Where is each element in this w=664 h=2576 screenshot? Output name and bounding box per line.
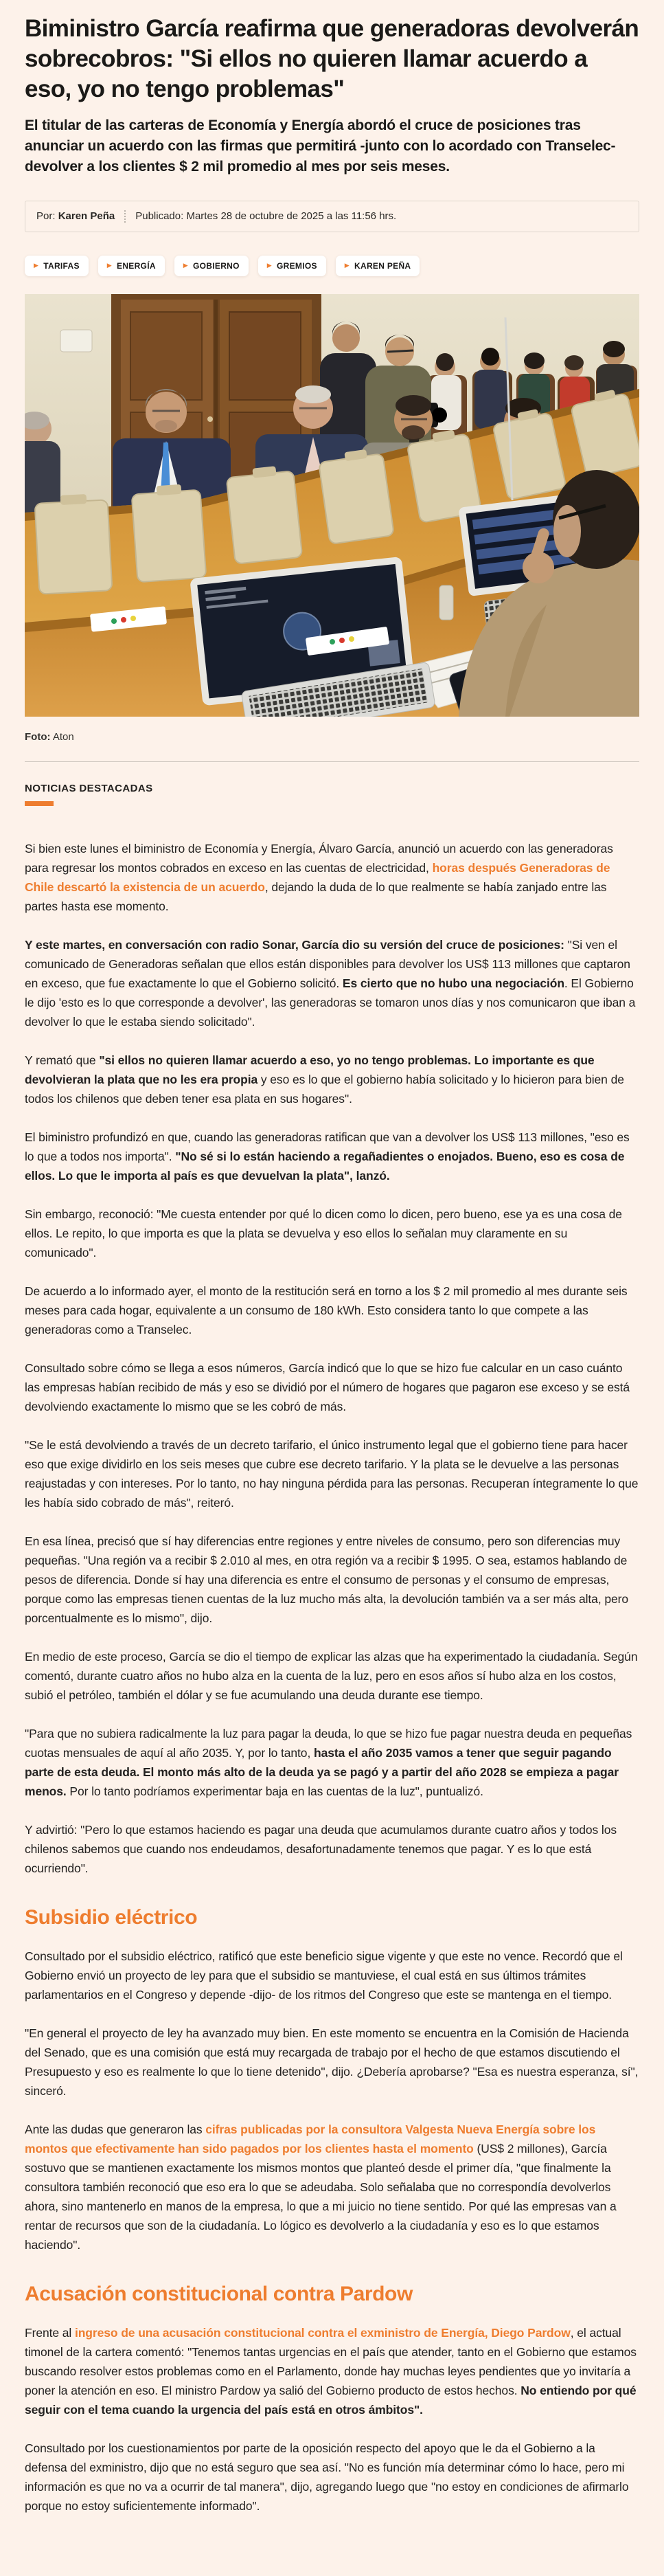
article-text: En esa línea, precisó que sí hay diferencias entre regiones y entre niveles de consumo, pero son diferencias muy pequeñas. "Una región va a recibir $ 2.010 al mes, en otra región va a recibir $ 1995. O sea, estamos hablando de pesos de diferencia. Donde sí hay una diferencia es entre el consumo de personas y el consumo de empresas, porque como las empresas tienen cuentas de la luz mucho más alta, la devolución también va a ser más alta, pero porcentualmente es lo mismo", dijo. [25, 1534, 628, 1626]
article-paragraph [25, 1724, 639, 1801]
article-paragraph [25, 2439, 639, 2516]
article-text: Sin embargo, reconoció: "Me cuesta entender por qué lo dicen como lo dicen, pero bueno, ese ya es una cosa de ellos. Le repito, lo que importa es que la plata se devuelva y eso ellos lo señalan muy claramente en su comunicado". [25, 1207, 622, 1260]
article-text: Y remató que [25, 1053, 100, 1068]
byline-separator [124, 210, 126, 223]
article-paragraph [25, 1051, 639, 1108]
article-paragraph [25, 1281, 639, 1339]
tag-label: GOBIERNO [193, 260, 240, 271]
article-paragraph [25, 2323, 639, 2419]
photo-caption-credit: Aton [52, 730, 74, 743]
article-text: Es cierto que no hubo una negociación [342, 976, 564, 991]
article-text: "En general el proyecto de ley ha avanzado muy bien. En este momento se encuentra en la Comisión de Hacienda del Senado, que es una comisión que está muy recargada de trabajo por el hecho de que estamos discutiendo el Presupuesto y eso es realmente lo que lo tiene detenido", dijo. ¿Debería aprobarse? "Esa es nuestra esperanza, sí", sinceró. [25, 2026, 639, 2098]
article-text: Si bien este lunes el biministro de Economía y Energía, Álvaro García, anunció un acuerdo con las generadoras para regresar los montos cobrados en exceso en las cuentas de electricidad, [25, 842, 613, 875]
tag-energia[interactable] [98, 256, 165, 276]
article-text: . El Gobierno le dijo 'esto es lo que corresponde a devolver', las generadoras se tomaron unos días y nos comunicaron que iban a devolver lo que le estaba siendo solicitado". [25, 976, 636, 1029]
section-divider [25, 761, 639, 762]
article-text: Frente al [25, 2326, 75, 2340]
article-text: "Se le está devolviendo a través de un decreto tarifario, el único instrumento legal que el gobierno tiene para hacer eso que exige dividirlo en los seis meses que cubre ese decreto tarifario. Y la plata se le devuelve a las personas reajustadas y con intereses. Por lo tanto, no hay ninguna pérdida para las personas. Recuperan íntegramente lo que les había sido cobrado de más", reiteró. [25, 1438, 639, 1510]
publish-date: Publicado: Martes 28 de octubre de 2025 a las 11:56 hrs. [135, 210, 397, 223]
article-text: Por lo tanto podríamos experimentar baja en las cuentas de la luz", puntualizó. [66, 1784, 483, 1799]
tag-gobierno[interactable] [174, 256, 249, 276]
tag-label: KAREN PEÑA [354, 260, 411, 271]
article-paragraph [25, 1532, 639, 1628]
byline-label: Por: [36, 210, 56, 223]
tag-label: GREMIOS [277, 260, 317, 271]
article-text: El biministro profundizó en que, cuando las generadoras ratifican que van a devolver los US$ 113 millones, "eso es lo que a todos nos importa". [25, 1130, 630, 1164]
photo-caption-label: Foto: [25, 730, 51, 743]
article-paragraph [25, 2120, 639, 2254]
article-text: No entiendo por qué seguir con el tema cuando la urgencia del país está en otros ámbitos". [25, 2384, 637, 2417]
article-text: "Si ven el comunicado de Generadoras señalan que ellos están disponibles para devolver los US$ 113 millones que captaron en exceso, que fue exactamente lo que el Gobierno solicitó. [25, 938, 630, 991]
article-text: En medio de este proceso, García se dio el tiempo de explicar las alzas que ha experimentado la ciudadanía. Según comentó, durante cuatro años no hubo alza en la cuenta de la luz, pero en esos años sí hubo alza en los costos, subió el petróleo, también el dólar y se fue acumulando una deuda durante ese tiempo. [25, 1650, 638, 1703]
section-label-accent-bar [25, 801, 54, 806]
article-body [25, 839, 639, 2516]
article-text: Consultado por los cuestionamientos por parte de la oposición respecto del apoyo que le da el Gobierno a la defensa del exministro, dijo que no está seguro que sea así. "No es función mía determinar cómo lo hace, pero mi información es que no va a ocurrir de tal manera", dijo, agregando luego que "no estoy en condiciones de afirmarlo porque no estoy suficientemente informado". [25, 2441, 629, 2513]
article-link[interactable]: cifras publicadas por la consultora Valgesta Nueva Energía sobre los montos que efectivamente han sido pagados por los clientes hasta el momento [25, 2123, 596, 2156]
article-text: Ante las dudas que generaron las [25, 2123, 206, 2137]
tag-label: ENERGÍA [117, 260, 156, 271]
article-text: "si ellos no quieren llamar acuerdo a eso, yo no tengo problemas. Lo importante es que devolvieran la plata que no les era propia [25, 1053, 595, 1087]
article-text: Y advirtió: "Pero lo que estamos haciendo es pagar una deuda que acumulamos durante cuatro años y todos los chilenos sabemos que cuando nos endeudamos, desafortunadamente tenemos que pagar. Y es lo que está ocurriendo". [25, 1823, 617, 1876]
tag-gremios[interactable] [258, 256, 326, 276]
section-heading: Subsidio eléctrico [25, 1906, 198, 1929]
article-paragraph [25, 839, 639, 916]
section-label: NOTICIAS DESTACADAS [25, 783, 153, 795]
article-text: hasta el año 2035 vamos a tener que seguir pagando parte de esta deuda. El monto más alto de la deuda ya se pagó y a partir del año 2028 se empieza a pagar menos. [25, 1746, 619, 1799]
article-text: De acuerdo a lo informado ayer, el monto de la restitución será en torno a los $ 2 mil promedio al mes durante seis meses para cada hogar, equivalente a un consumo de 180 kWh. Esto considera tanto lo que compete a las generadoras como a Transelec. [25, 1284, 628, 1337]
article-text: Consultado por el subsidio eléctrico, ratificó que este beneficio sigue vigente y que este no vence. Recordó que el Gobierno envió un proyecto de ley para que el subsidio se mantuviese, el cual está en sus últimos trámites parlamentarios en el Congreso y depende -dijo- de los ritmos del Congreso que este se mantenga en el tiempo. [25, 1949, 623, 2002]
article-paragraph [25, 1435, 639, 1512]
article-paragraph [25, 1205, 639, 1262]
article-photo [25, 294, 639, 717]
article-text: Y este martes, en conversación con radio Sonar, García dio su versión del cruce de posiciones: [25, 938, 568, 952]
tags-row [25, 256, 639, 276]
article-text: "No sé si lo están haciendo a regañadientes o enojados. Bueno, eso es cosa de ellos. Lo que le importa al país es que devuelvan la plata", lanzó. [25, 1150, 625, 1183]
article-text: "Para que no subiera radicalmente la luz para pagar la deuda, lo que se hizo fue pagar nuestra deuda en pequeñas cuotas mensuales de aquí al año 2035. Y, por lo tanto, [25, 1727, 632, 1760]
author-name[interactable]: Karen Peña [58, 210, 115, 223]
article-text: , dejando la duda de lo que realmente se había zanjado entre las partes hasta ese momento. [25, 880, 607, 914]
article-paragraph [25, 2024, 639, 2101]
tag-karen-pena[interactable] [336, 256, 420, 276]
tag-label: TARIFAS [43, 260, 80, 271]
page-title: Biministro García reafirma que generadoras devolverán sobrecobros: "Si ellos no quieren llamar acuerdo a eso, yo no tengo problemas" [25, 15, 639, 103]
photo-caption [25, 730, 639, 744]
article-paragraph [25, 1358, 639, 1416]
article-link[interactable]: ingreso de una acusación constitucional contra el exministro de Energía, Diego Pardow [74, 2326, 571, 2340]
section-heading: Acusación constitucional contra Pardow [25, 2283, 413, 2306]
article-text: (US$ 2 millones), García sostuvo que se mantienen exactamente los mismos montos que planteó desde el primer día, "que finalmente la consultora también reconoció que eso era lo que se adeudaba. Solo señalaba que no correspondía devolverlos ahora, sino mantenerlo en manos de la empresa, lo que a mi juicio no tiene sentido. Por qué las empresas van a rentar de recursos que son de la ciudadanía. Lo lógico es devolverlo a la ciudadanía y eso es lo que estamos haciendo". [25, 2142, 617, 2252]
article-paragraph [25, 1647, 639, 1705]
article-text: y eso es lo que el gobierno había solicitado y lo hicieron para bien de todos los chilenos que deben tener esa plata en sus hogares". [25, 1073, 624, 1106]
article-text: Consultado sobre cómo se llega a esos números, García indicó que lo que se hizo fue calcular en un caso cuánto las empresas habían recibido de más y eso se dividió por el número de hogares que pagaron ese exceso y se está devolviendo exactamente lo mismo que se les cobró de más. [25, 1361, 630, 1414]
article-text: , el actual timonel de la cartera comentó: "Tenemos tantas urgencias en el país que atender, tanto en el Gobierno que estamos buscando resolver estos problemas como en el Parlamento, donde hay muchas leyes pendientes que yo invitaría a poner la atención en eso. El ministro Pardow ya salió del Gobierno producto de estos hechos. [25, 2326, 637, 2398]
article-lead: El titular de las carteras de Economía y Energía abordó el cruce de posiciones tras anunciar un acuerdo con las firmas que permitirá -junto con lo acordado con Transelec- devolver a los clientes $ 2 mil promedio al mes por seis meses. [25, 117, 616, 175]
tag-tarifas[interactable] [25, 256, 89, 276]
article-paragraph [25, 1820, 639, 1878]
tag-arrow-icon: ▶ [106, 262, 113, 269]
article-paragraph [25, 935, 639, 1031]
article-paragraph [25, 1947, 639, 2004]
tag-arrow-icon: ▶ [183, 262, 189, 269]
tag-arrow-icon: ▶ [34, 262, 39, 269]
tag-arrow-icon: ▶ [266, 262, 273, 269]
byline-author [36, 210, 115, 222]
tag-arrow-icon: ▶ [344, 262, 350, 269]
article-link[interactable]: horas después Generadoras de Chile descartó la existencia de un acuerdo [25, 861, 610, 895]
byline-box [25, 201, 639, 232]
article-paragraph [25, 1128, 639, 1185]
committee-room-photo [25, 294, 639, 717]
